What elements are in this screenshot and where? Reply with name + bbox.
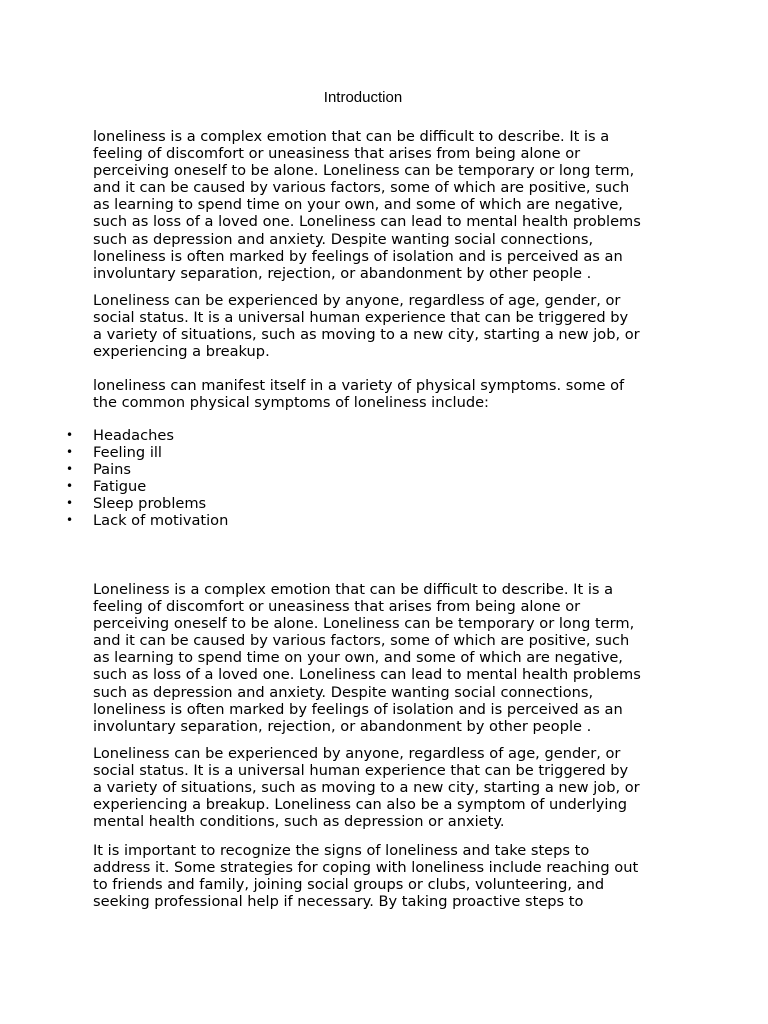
paragraph-line: It is important to recognize the signs of loneliness and take steps to	[93, 842, 590, 859]
list-item-label: Sleep problems	[93, 495, 207, 513]
list-item-label: Fatigue	[93, 478, 147, 496]
paragraph-line: the common physical symptoms of loneliness include:	[93, 394, 489, 412]
list-item-label: Lack of motivation	[93, 512, 229, 530]
paragraph-1	[93, 128, 693, 282]
paragraph-line: perceiving oneself to be alone. Loneliness can be temporary or long term,	[93, 162, 635, 180]
symptoms-list	[66, 427, 229, 530]
paragraph-line: Loneliness is a complex emotion that can be difficult to describe. It is a	[93, 581, 614, 598]
bullet-icon: •	[66, 445, 74, 460]
bullet-icon: •	[66, 479, 74, 494]
bullet-icon: •	[66, 513, 74, 528]
list-item-label: Headaches	[93, 427, 174, 444]
paragraph-5	[93, 745, 693, 830]
paragraph-line: social status. It is a universal human experience that can be triggered by	[93, 762, 629, 780]
paragraph-line: a variety of situations, such as moving to a new city, starting a new job, or	[93, 326, 640, 344]
bullet-icon: •	[66, 462, 74, 477]
paragraph-line: and it can be caused by various factors, some of which are positive, such	[93, 632, 630, 650]
paragraph-line: as learning to spend time on your own, and some of which are negative,	[93, 196, 623, 214]
paragraph-line: such as loss of a loved one. Loneliness can lead to mental health problems	[93, 213, 641, 231]
list-item-label: Feeling ill	[93, 444, 162, 462]
paragraph-line: address it. Some strategies for coping with loneliness include reaching out	[93, 859, 639, 877]
paragraph-line: loneliness can manifest itself in a variety of physical symptoms. some of	[93, 377, 625, 394]
list-item	[66, 461, 228, 479]
list-item	[66, 444, 228, 462]
paragraph-line: seeking professional help if necessary. By taking proactive steps to	[93, 893, 584, 911]
list-item	[66, 478, 228, 496]
document-title: Introduction	[323, 89, 403, 106]
paragraph-line: to friends and family, joining social groups or clubs, volunteering, and	[93, 876, 605, 894]
paragraph-line: loneliness is a complex emotion that can be difficult to describe. It is a	[93, 128, 610, 145]
paragraph-2	[93, 292, 693, 360]
paragraph-line: perceiving oneself to be alone. Loneliness can be temporary or long term,	[93, 615, 635, 633]
paragraph-line: feeling of discomfort or uneasiness that arises from being alone or	[93, 598, 581, 616]
paragraph-line: as learning to spend time on your own, and some of which are negative,	[93, 649, 623, 667]
paragraph-line: experiencing a breakup.	[93, 343, 270, 361]
list-item	[66, 495, 228, 513]
paragraph-line: Loneliness can be experienced by anyone, regardless of age, gender, or	[93, 745, 621, 762]
paragraph-line: feeling of discomfort or uneasiness that arises from being alone or	[93, 145, 581, 163]
paragraph-line: loneliness is often marked by feelings of isolation and is perceived as an	[93, 247, 623, 265]
paragraph-line: such as depression and anxiety. Despite wanting social connections,	[93, 230, 594, 248]
paragraph-line: Loneliness can be experienced by anyone, regardless of age, gender, or	[93, 292, 621, 309]
paragraph-line: mental health conditions, such as depression or anxiety.	[93, 813, 505, 831]
paragraph-line: involuntary separation, rejection, or abandonment by other people .	[93, 264, 592, 282]
bullet-icon: •	[66, 428, 74, 442]
paragraph-line: social status. It is a universal human experience that can be triggered by	[93, 309, 629, 327]
paragraph-3	[93, 377, 693, 411]
paragraph-line: experiencing a breakup. Loneliness can also be a symptom of underlying	[93, 796, 627, 814]
list-item	[66, 512, 229, 530]
paragraph-4	[93, 581, 693, 735]
bullet-icon: •	[66, 496, 74, 511]
paragraph-line: involuntary separation, rejection, or abandonment by other people .	[93, 717, 592, 735]
paragraph-line: such as loss of a loved one. Loneliness can lead to mental health problems	[93, 666, 641, 684]
paragraph-line: loneliness is often marked by feelings of isolation and is perceived as an	[93, 700, 623, 718]
paragraph-line: and it can be caused by various factors, some of which are positive, such	[93, 179, 630, 197]
list-item	[66, 427, 228, 444]
paragraph-line: such as depression and anxiety. Despite wanting social connections,	[93, 683, 594, 701]
paragraph-line: a variety of situations, such as moving to a new city, starting a new job, or	[93, 779, 640, 797]
paragraph-6	[93, 842, 693, 910]
list-item-label: Pains	[93, 461, 131, 479]
